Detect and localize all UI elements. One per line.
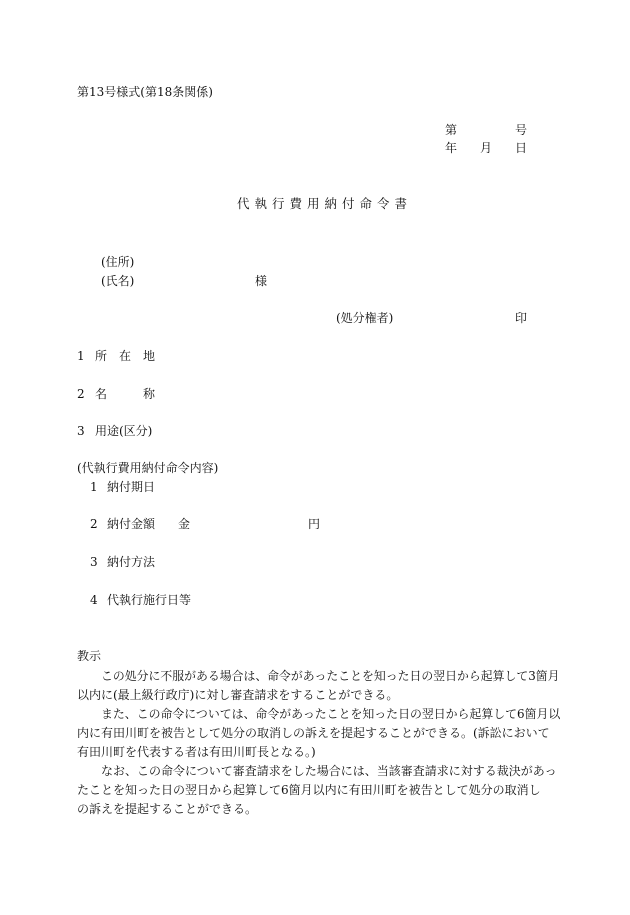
order-entry-1-number: 1 [90, 480, 98, 494]
order-entry-2-number: 2 [90, 517, 98, 531]
amount-unit: 円 [308, 517, 321, 531]
instruction-line-6: なお、この命令について審査請求をした場合には、当該審査請求に対する裁決があっ [101, 764, 557, 778]
instruction-line-8: の訴えを提起することができる。 [77, 802, 258, 816]
instruction-line-1: この処分に不服がある場合は、命令があったことを知った日の翌日から起算して3箇月 [101, 669, 560, 683]
order-content-heading: (代執行費用納付命令内容) [77, 461, 219, 475]
date-day: 日 [515, 141, 528, 155]
doc-number-dai: 第 [445, 123, 458, 137]
item-1-label: 所 在 地 [95, 349, 156, 363]
order-entry-4-number: 4 [90, 593, 98, 607]
order-entry-1-label: 納付期日 [107, 480, 156, 494]
item-2-label: 名 称 [95, 387, 156, 401]
name-label: (氏名) [101, 274, 135, 288]
instruction-line-4: 内に有田川町を被告として処分の取消しの訴えを提起することができる。(訴訟において [77, 726, 550, 740]
item-3-number: 3 [77, 424, 85, 438]
document-title: 代執行費用納付命令書 [237, 196, 413, 211]
instruction-line-5: 有田川町を代表する者は有田川町長となる。) [77, 745, 316, 759]
seal-mark: 印 [515, 311, 528, 325]
address-label: (住所) [101, 255, 135, 269]
authority-label: (処分権者) [336, 311, 394, 325]
form-number: 第13号様式(第18条関係) [77, 85, 213, 99]
honorific: 様 [255, 274, 268, 288]
item-1-number: 1 [77, 349, 85, 363]
item-2-number: 2 [77, 387, 85, 401]
doc-number-go: 号 [515, 123, 528, 137]
instruction-line-7: たことを知った日の翌日から起算して6箇月以内に有田川町を被告として処分の取消し [77, 783, 541, 797]
amount-prefix: 金 [178, 517, 191, 531]
date-year: 年 [445, 141, 458, 155]
date-month: 月 [480, 141, 493, 155]
order-entry-3-number: 3 [90, 555, 98, 569]
instruction-heading: 教示 [77, 649, 102, 663]
instruction-line-3: また、この命令については、命令があったことを知った日の翌日から起算して6箇月以 [101, 707, 561, 721]
instruction-line-2: 以内に(最上級行政庁)に対し審査請求をすることができる。 [77, 688, 399, 702]
order-entry-4-label: 代執行施行日等 [107, 593, 192, 607]
item-3-label: 用途(区分) [95, 424, 153, 438]
order-entry-3-label: 納付方法 [107, 555, 156, 569]
order-entry-2-label: 納付金額 [107, 517, 156, 531]
